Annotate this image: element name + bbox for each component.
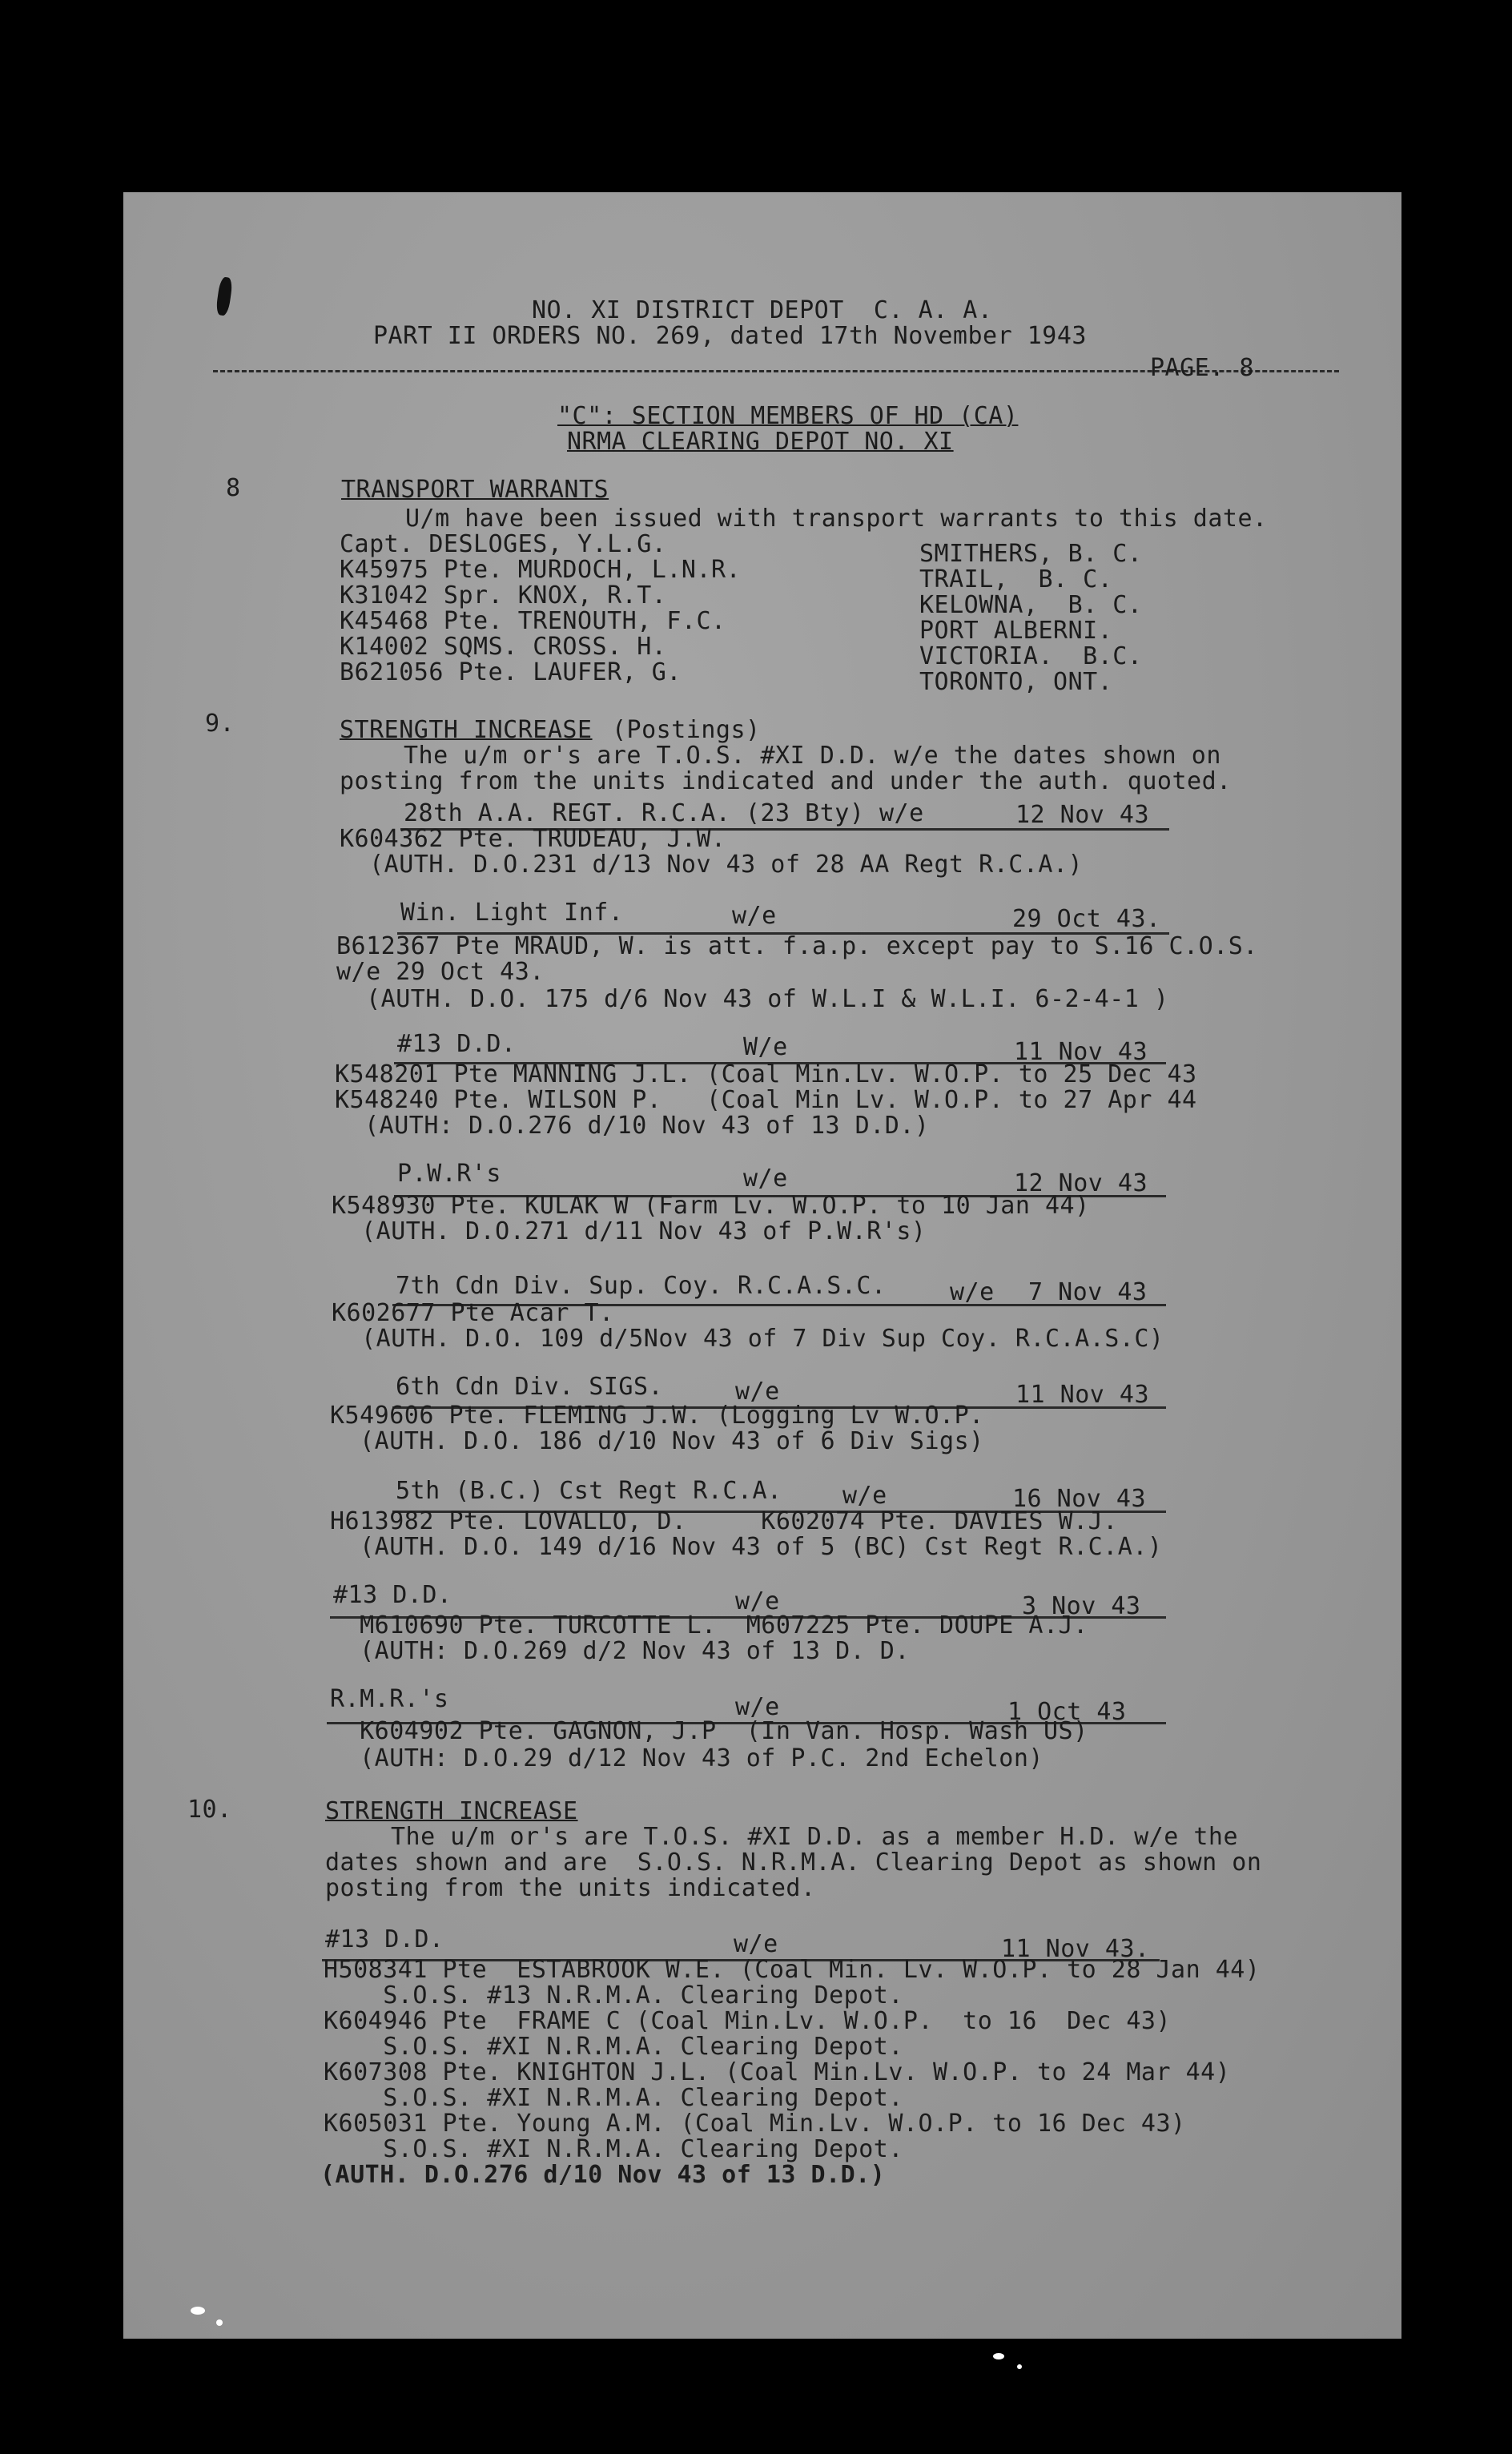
warrant-name: B621056 Pte. LAUFER, G. xyxy=(340,658,682,686)
item-9-title-suffix: (Postings) xyxy=(612,716,761,744)
we-label: w/e xyxy=(732,902,777,930)
item-8-number: 8 xyxy=(226,474,241,502)
warrant-destination: TORONTO, ONT. xyxy=(919,668,1113,696)
item-9-intro: The u/m or's are T.O.S. #XI D.D. w/e the dates shown on xyxy=(404,742,1221,770)
unit-heading: #13 D.D. xyxy=(333,1581,452,1609)
we-label: w/e xyxy=(842,1482,887,1510)
effective-date: 11 Nov 43. xyxy=(1001,1935,1150,1963)
posting-line: (AUTH: D.O.276 d/10 Nov 43 of 13 D.D.) xyxy=(335,1112,930,1140)
we-label: w/e xyxy=(735,1587,780,1615)
posting-line: K549606 Pte. FLEMING J.W. (Logging Lv W.O.P. xyxy=(330,1402,984,1430)
dust-speck xyxy=(1017,2364,1022,2369)
we-label: w/e xyxy=(734,1930,778,1958)
unit-heading: #13 D.D. xyxy=(397,1030,517,1058)
unit-heading: R.M.R.'s xyxy=(330,1685,449,1713)
effective-date: 12 Nov 43 xyxy=(1014,1169,1148,1197)
effective-date: 7 Nov 43 xyxy=(1028,1278,1148,1306)
item-10-intro: dates shown and are S.O.S. N.R.M.A. Clearing Depot as shown on xyxy=(325,1849,1262,1877)
posting-line: (AUTH. D.O. 175 d/6 Nov 43 of W.L.I & W.L.I. 6-2-4-1 ) xyxy=(336,985,1169,1013)
posting-line: S.O.S. #XI N.R.M.A. Clearing Depot. xyxy=(324,2135,903,2163)
posting-line: H613982 Pte. LOVALLO, D. K602074 Pte. DAVIES W.J. xyxy=(330,1507,1118,1535)
page-number: PAGE. 8 xyxy=(1150,354,1254,382)
we-label: w/e xyxy=(743,1165,788,1193)
item-9-intro: posting from the units indicated and under the auth. quoted. xyxy=(340,767,1232,795)
posting-line: S.O.S. #XI N.R.M.A. Clearing Depot. xyxy=(324,2033,903,2061)
effective-date: 11 Nov 43 xyxy=(1014,1038,1148,1066)
warrant-destination: TRAIL, B. C. xyxy=(919,565,1113,593)
posting-line: (AUTH. D.O. 186 d/10 Nov 43 of 6 Div Sigs) xyxy=(330,1427,984,1455)
posting-line: K548240 Pte. WILSON P. (Coal Min Lv. W.O.P. to 27 Apr 44 xyxy=(335,1086,1197,1114)
posting-line: (AUTH. D.O.231 d/13 Nov 43 of 28 AA Regt R.C.A.) xyxy=(340,851,1084,879)
posting-line: K602677 Pte Acar T. xyxy=(332,1299,614,1327)
unit-heading: 6th Cdn Div. SIGS. xyxy=(396,1373,664,1401)
unit-heading: Win. Light Inf. xyxy=(400,899,624,927)
warrant-name: K31042 Spr. KNOX, R.T. xyxy=(340,581,667,609)
we-label: w/e xyxy=(735,1378,780,1406)
warrant-name: K45975 Pte. MURDOCH, L.N.R. xyxy=(340,556,742,584)
warrant-destination: PORT ALBERNI. xyxy=(919,617,1113,645)
item-9-title: STRENGTH INCREASE xyxy=(340,716,593,744)
header-depot: NO. XI DISTRICT DEPOT C. A. A. xyxy=(532,296,993,324)
posting-line: K548930 Pte. KULAK W (Farm Lv. W.O.P. to 10 Jan 44) xyxy=(332,1192,1090,1220)
posting-line: (AUTH. D.O.276 d/10 Nov 43 of 13 D.D.) xyxy=(320,2161,886,2189)
item-10-number: 10. xyxy=(187,1796,232,1824)
posting-line: S.O.S. #XI N.R.M.A. Clearing Depot. xyxy=(324,2084,903,2112)
effective-date: 29 Oct 43. xyxy=(1012,905,1161,933)
warrant-name: K14002 SQMS. CROSS. H. xyxy=(340,633,667,661)
warrant-destination: KELOWNA, B. C. xyxy=(919,591,1143,619)
dust-speck xyxy=(191,2307,205,2315)
item-9-number: 9. xyxy=(205,710,235,738)
posting-line: H508341 Pte ESTABROOK W.E. (Coal Min. Lv. W.O.P. to 28 Jan 44) xyxy=(324,1956,1261,1984)
header-orders: PART II ORDERS NO. 269, dated 17th November 1943 xyxy=(373,322,1087,350)
posting-line: K548201 Pte MANNING J.L. (Coal Min.Lv. W.O.P. to 25 Dec 43 xyxy=(335,1060,1197,1088)
we-label: w/e xyxy=(950,1278,995,1306)
posting-line: (AUTH: D.O.269 d/2 Nov 43 of 13 D. D. xyxy=(330,1637,910,1665)
we-label: W/e xyxy=(743,1033,788,1061)
item-8-intro: U/m have been issued with transport warrants to this date. xyxy=(405,505,1268,533)
posting-line: (AUTH. D.O. 109 d/5Nov 43 of 7 Div Sup Coy. R.C.A.S.C) xyxy=(332,1325,1164,1353)
posting-line: B612367 Pte MRAUD, W. is att. f.a.p. except pay to S.16 C.O.S. xyxy=(336,932,1258,960)
posting-line: K604946 Pte FRAME C (Coal Min.Lv. W.O.P. to 16 Dec 43) xyxy=(324,2007,1172,2035)
posting-line: S.O.S. #13 N.R.M.A. Clearing Depot. xyxy=(324,1981,903,2009)
item-10-intro: posting from the units indicated. xyxy=(325,1874,816,1902)
posting-line: (AUTH. D.O.271 d/11 Nov 43 of P.W.R's) xyxy=(332,1217,927,1245)
unit-heading: P.W.R's xyxy=(397,1160,501,1188)
effective-date: 3 Nov 43 xyxy=(1022,1592,1141,1620)
dust-speck xyxy=(993,2353,1004,2359)
warrant-destination: SMITHERS, B. C. xyxy=(919,540,1143,568)
unit-heading: #13 D.D. xyxy=(325,1925,444,1953)
section-subtitle: NRMA CLEARING DEPOT NO. XI xyxy=(567,428,954,456)
effective-date: 16 Nov 43 xyxy=(1012,1485,1147,1513)
warrant-destination: VICTORIA. B.C. xyxy=(919,642,1143,670)
warrant-name: K45468 Pte. TRENOUTH, F.C. xyxy=(340,607,726,635)
effective-date: 12 Nov 43 xyxy=(1015,801,1150,829)
item-10-title: STRENGTH INCREASE xyxy=(325,1797,578,1825)
section-title: "C": SECTION MEMBERS OF HD (CA) xyxy=(557,402,1019,430)
posting-line: K607308 Pte. KNIGHTON J.L. (Coal Min.Lv. W.O.P. to 24 Mar 44) xyxy=(324,2058,1231,2086)
posting-line: M610690 Pte. TURCOTTE L. M607225 Pte. DOUPE A.J. xyxy=(330,1611,1088,1639)
warrant-name: Capt. DESLOGES, Y.L.G. xyxy=(340,530,667,558)
dust-speck xyxy=(216,2319,223,2326)
unit-heading: 7th Cdn Div. Sup. Coy. R.C.A.S.C. xyxy=(396,1272,887,1300)
posting-line: (AUTH. D.O. 149 d/16 Nov 43 of 5 (BC) Cst Regt R.C.A.) xyxy=(330,1533,1163,1561)
unit-heading: 28th A.A. REGT. R.C.A. (23 Bty) w/e xyxy=(404,799,924,827)
we-label: w/e xyxy=(735,1693,780,1721)
effective-date: 1 Oct 43 xyxy=(1007,1698,1127,1726)
posting-line: w/e 29 Oct 43. xyxy=(336,958,545,986)
posting-line: K605031 Pte. Young A.M. (Coal Min.Lv. W.O.P. to 16 Dec 43) xyxy=(324,2110,1186,2138)
item-8-title: TRANSPORT WARRANTS xyxy=(341,476,609,504)
posting-line: (AUTH: D.O.29 d/12 Nov 43 of P.C. 2nd Echelon) xyxy=(330,1744,1044,1772)
item-10-intro: The u/m or's are T.O.S. #XI D.D. as a member H.D. w/e the xyxy=(391,1823,1239,1851)
posting-line: K604362 Pte. TRUDEAU, J.W. xyxy=(340,825,726,853)
unit-heading: 5th (B.C.) Cst Regt R.C.A. xyxy=(396,1477,782,1505)
posting-line: K604902 Pte. GAGNON, J.P (In Van. Hosp. Wash US) xyxy=(330,1717,1088,1745)
effective-date: 11 Nov 43 xyxy=(1015,1381,1150,1409)
